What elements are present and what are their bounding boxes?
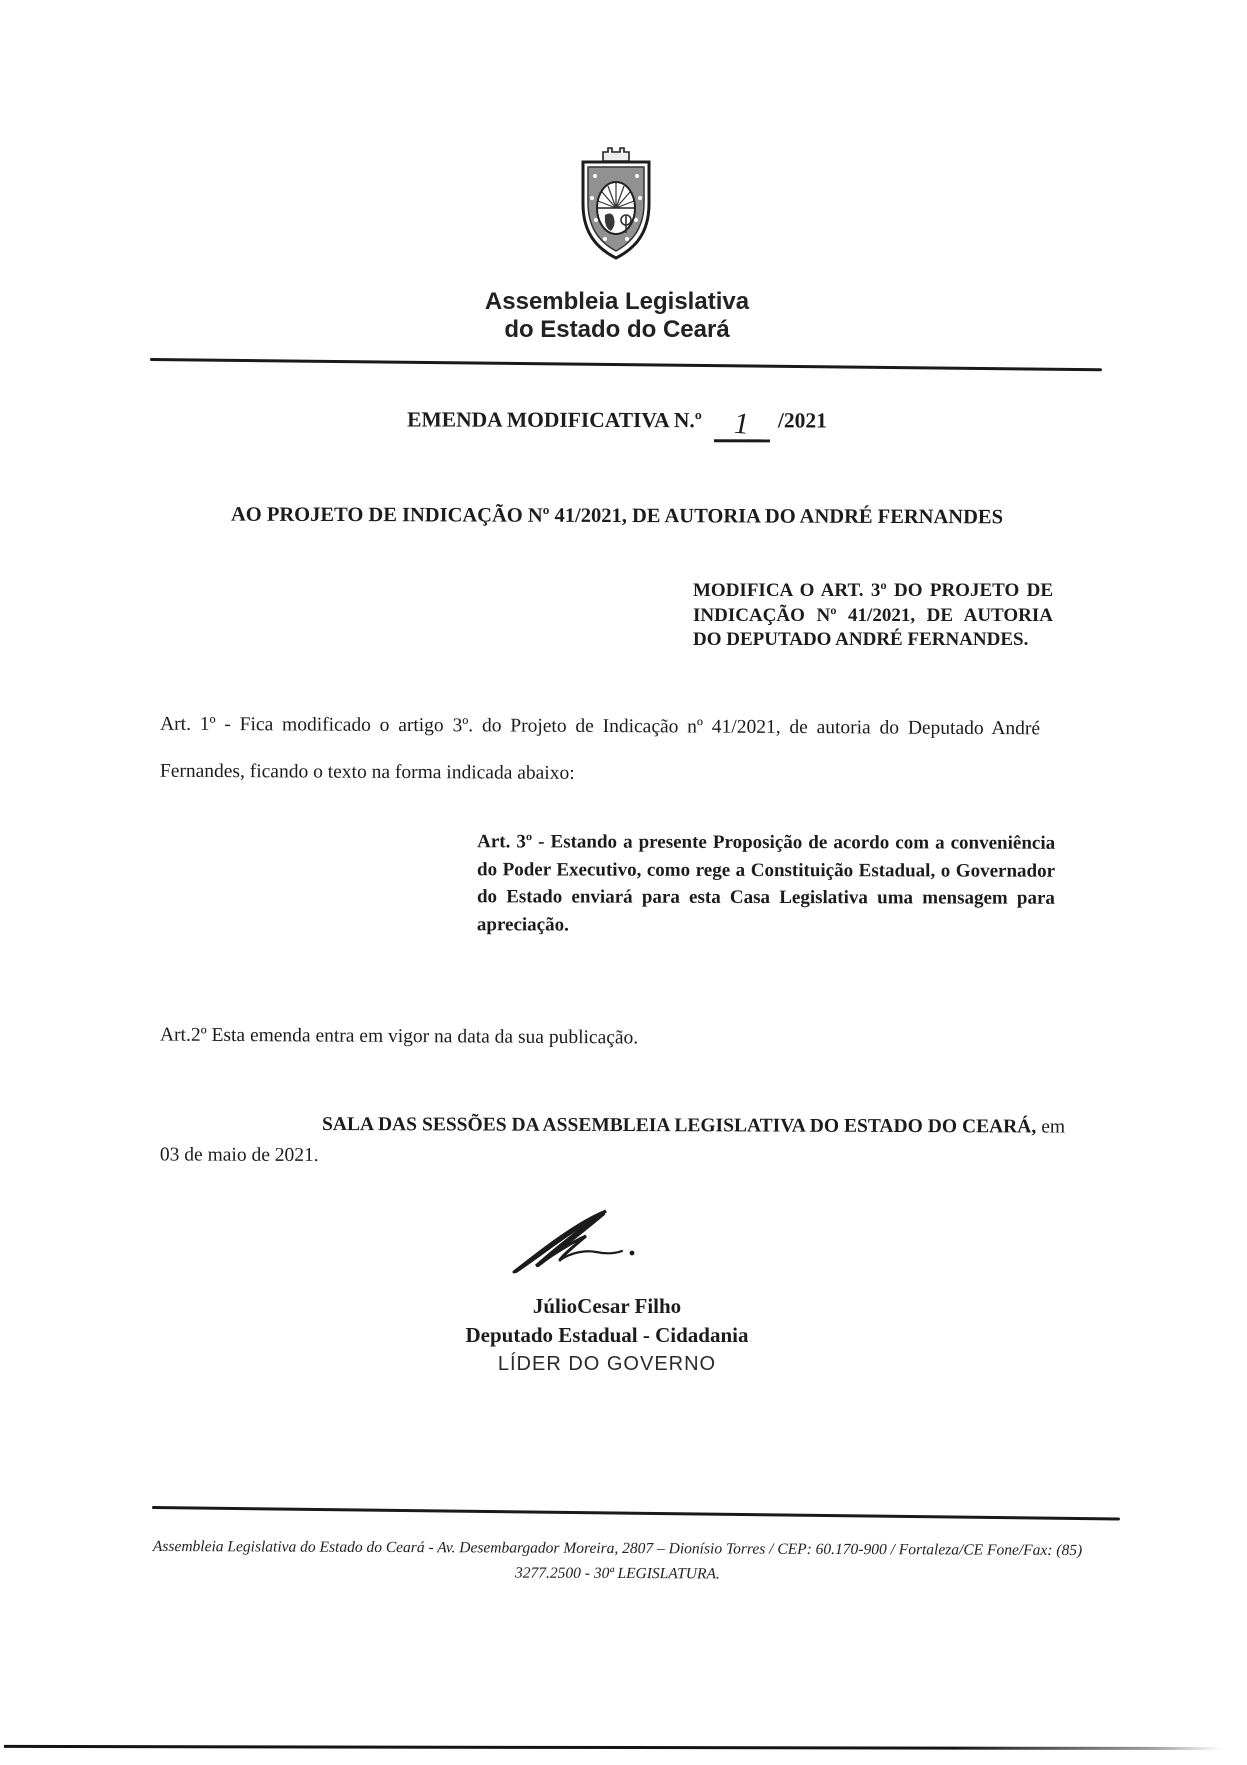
title-prefix: EMENDA MODIFICATIVA N.º xyxy=(407,407,702,433)
header-divider xyxy=(150,358,1102,371)
title-suffix: /2021 xyxy=(777,408,827,433)
signatory-position: LÍDER DO GOVERNO xyxy=(497,1353,717,1375)
ementa-block: MODIFICA O ART. 3º DO PROJETO DE INDICAÇÃO Nº 41/2021, DE AUTORIA DO DEPUTADO ANDRÉ FERNANDES. xyxy=(693,580,1053,650)
institution-line-2: do Estado do Ceará xyxy=(504,316,730,343)
subject-line: AO PROJETO DE INDICAÇÃO Nº 41/2021, DE AUTORIA DO ANDRÉ FERNANDES xyxy=(230,503,1004,529)
quoted-article-3-paragraph: Art. 3º - Estando a presente Proposição de acordo com a conveniência do Poder Executivo, como rege a Constituição Estadual, o Governador do Estado enviará para esta Casa Legislativa uma mensagem para apreciação. xyxy=(476,831,1056,935)
signature-flourish-icon xyxy=(508,1208,658,1288)
article-2-paragraph: Art.2º Esta emenda entra em vigor na data da sua publicação. xyxy=(159,1024,639,1049)
institution-line-1: Assembleia Legislativa xyxy=(484,288,750,315)
signature-block xyxy=(307,1292,907,1379)
footer-divider xyxy=(152,1506,1120,1520)
closing-paragraph xyxy=(160,1108,1065,1173)
signatory-name: JúlioCesar Filho xyxy=(532,1294,682,1318)
closing-place: SALA DAS SESSÕES DA ASSEMBLEIA LEGISLATIVA DO ESTADO DO CEARÁ, xyxy=(322,1113,1037,1138)
closing-date: em 03 de maio de 2021. xyxy=(159,1116,1066,1166)
institution-name xyxy=(0,288,1234,344)
document-title xyxy=(0,406,1234,443)
signatory-role: Deputado Estadual - Cidadania xyxy=(465,1323,749,1347)
article-1-paragraph: Art. 1º - Fica modificado o artigo 3º. do Projeto de Indicação nº 41/2021, de autoria do Deputado André Fernandes, ficando o texto na forma indicada abaixo: xyxy=(159,713,1041,784)
footer-text: Assembleia Legislativa do Estado do Ceará - Av. Desembargador Moreira, 2807 – Dionísio Torres / CEP: 60.170-900 / Fortaleza/CE Fone/Fax: (85) 3277.2500 - 30ª LEGISLATURA. xyxy=(152,1537,1083,1583)
ceara-coat-of-arms-icon xyxy=(575,146,657,264)
handwritten-number: 1 xyxy=(714,409,770,442)
page-bottom-edge xyxy=(4,1745,1222,1750)
